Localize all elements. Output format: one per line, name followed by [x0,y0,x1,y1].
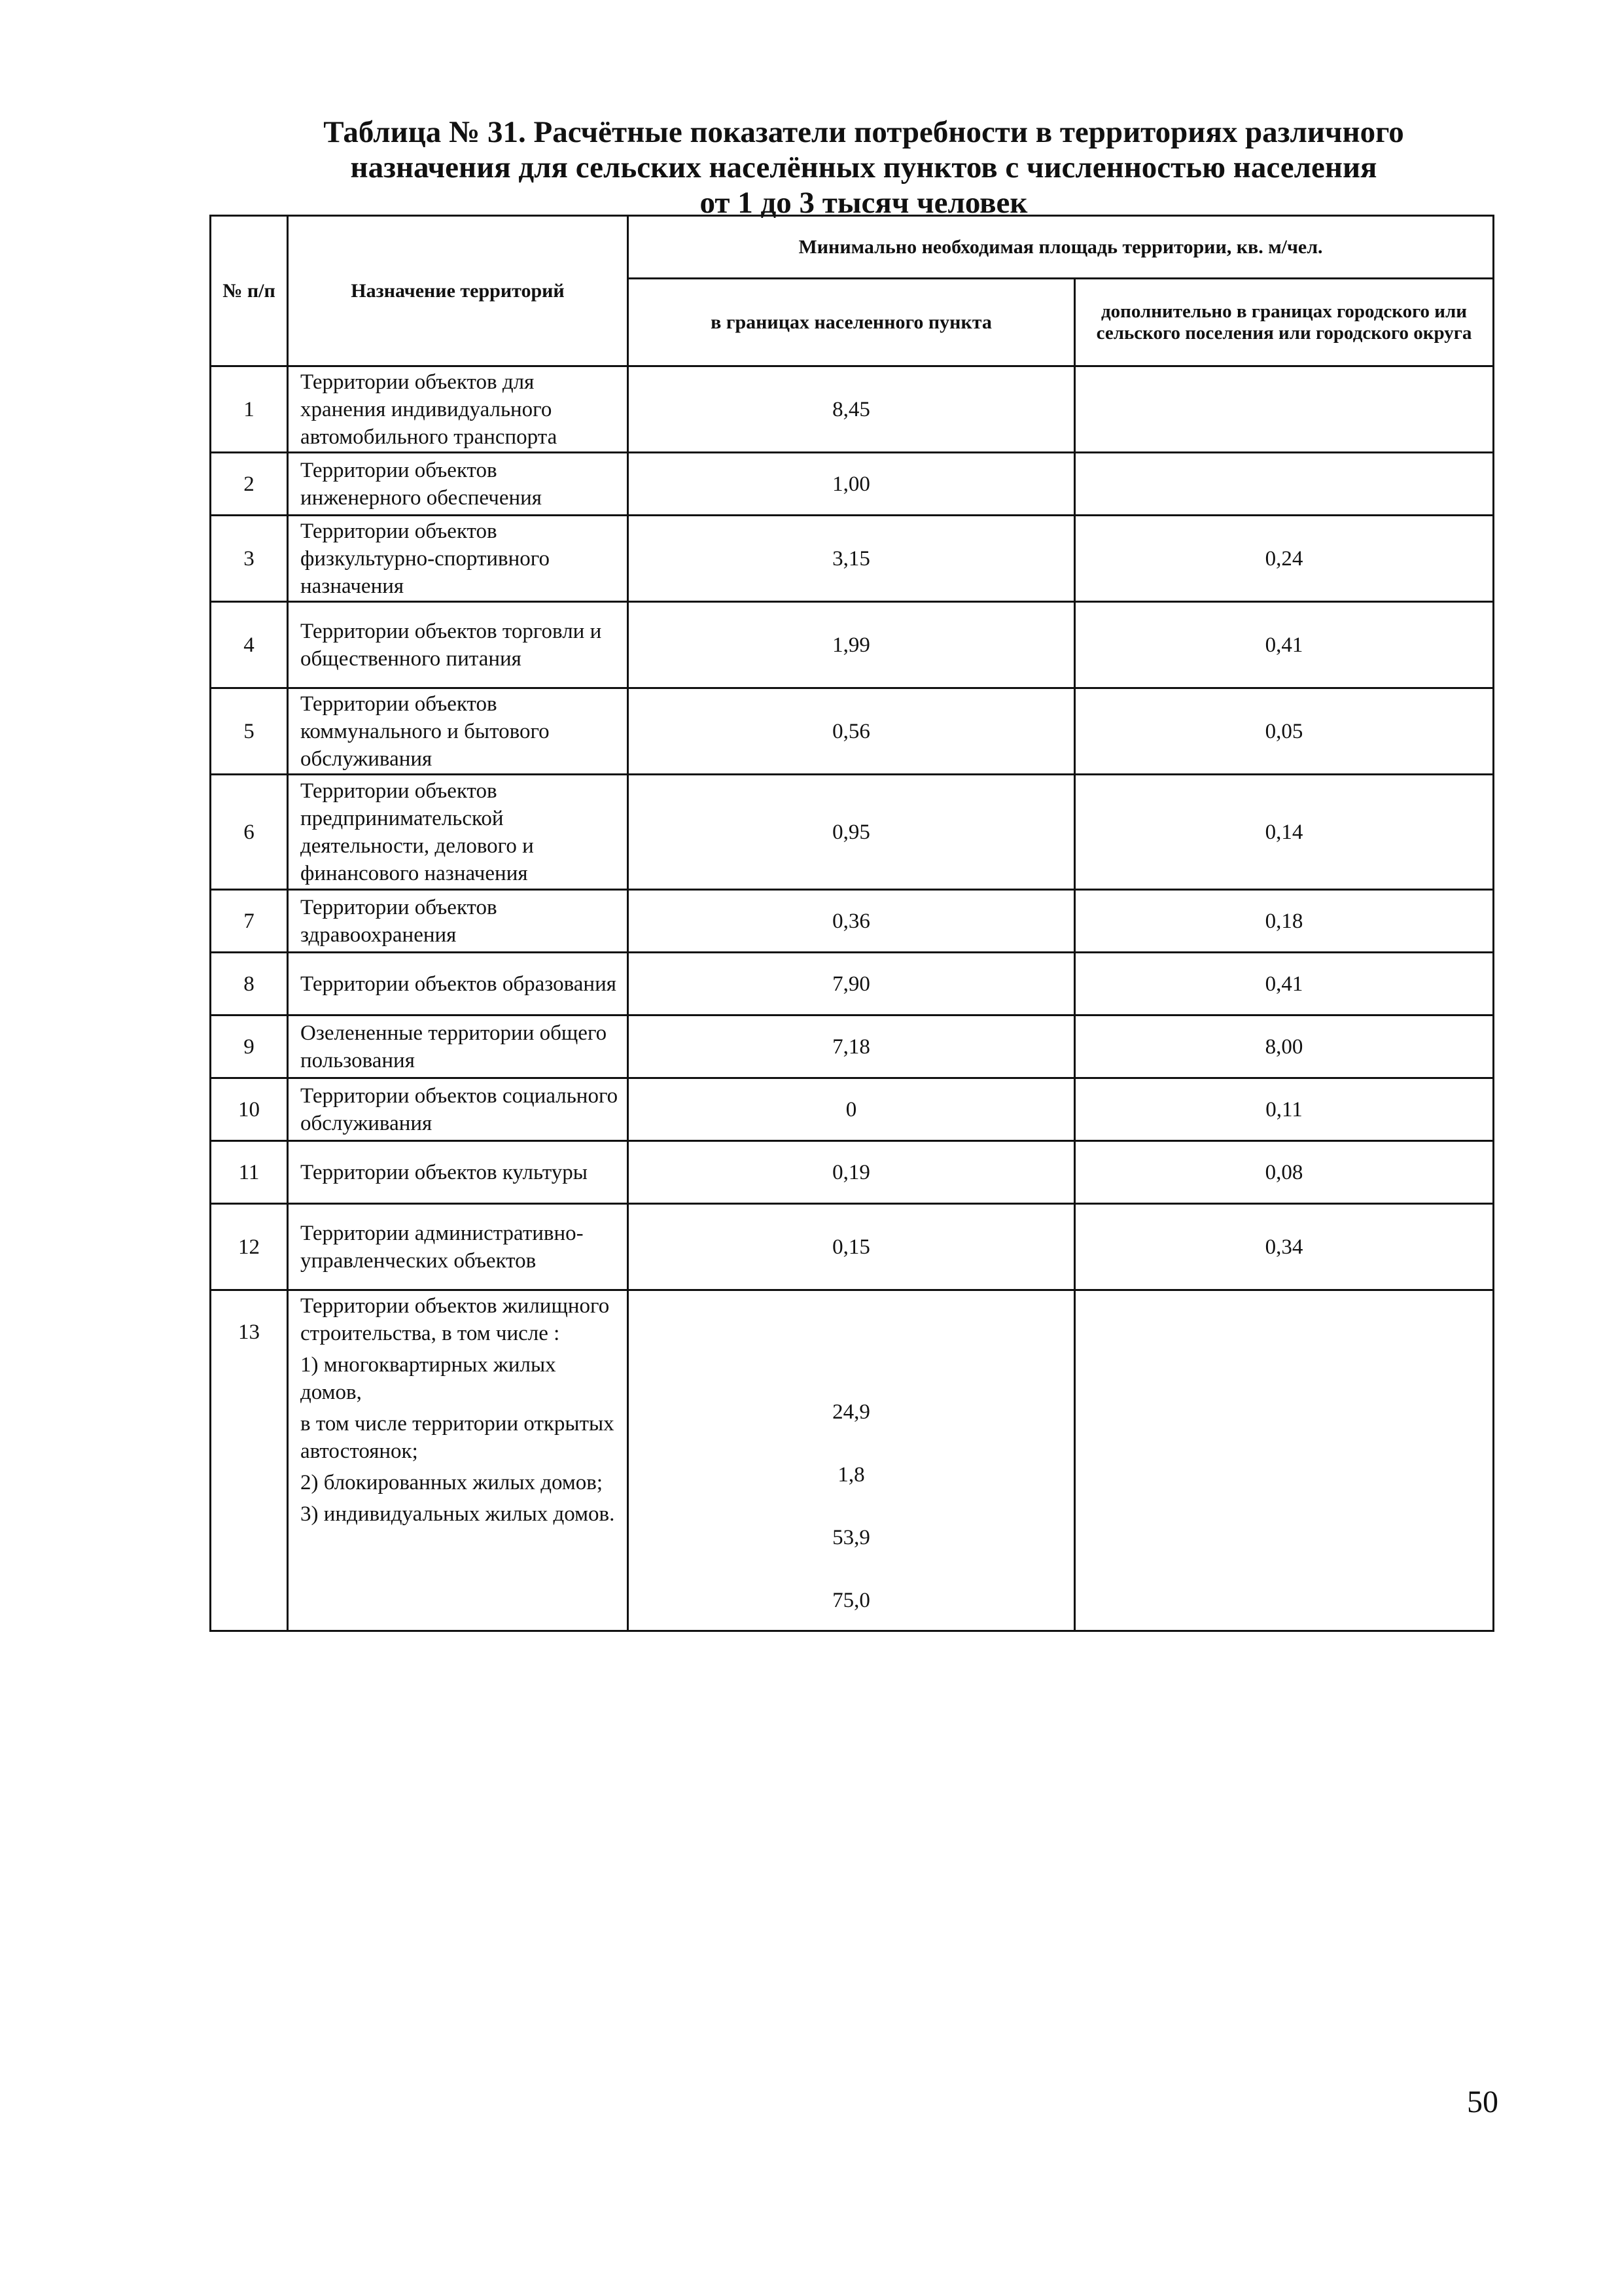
table-row [211,953,1494,1016]
header-within: в границах населенного пункта [628,279,1075,366]
row-additional: 0,14 [1075,775,1494,890]
table-row [211,688,1494,775]
sub-item-name: 3) индивидуальных жилых домов. [300,1502,615,1526]
row-within: 0,56 [628,688,1075,775]
row-num: 5 [211,688,288,775]
sub-item-name: 1) многоквартирных жилых домов, [300,1353,556,1404]
header-min-area: Минимально необходимая площадь территории, кв. м/чел. [628,216,1494,279]
row-additional: 0,41 [1075,602,1494,688]
row-num: 12 [211,1204,288,1290]
table-row [211,1204,1494,1290]
row-num: 7 [211,890,288,953]
row-num: 3 [211,516,288,602]
row-name: Территории объектов образования [288,953,628,1016]
row-name: Территории объектов для хранения индивидуального автомобильного транспорта [288,366,628,453]
page-number: 50 [1467,2085,1498,2119]
row-num: 2 [211,453,288,516]
header-additional: дополнительно в границах городского или сельского поселения или городского округа [1075,279,1494,366]
row-num: 13 [211,1290,288,1631]
table-row [211,775,1494,890]
row-num: 6 [211,775,288,890]
row-within-group [628,1290,1075,1631]
row-name: Озелененные территории общего пользования [288,1016,628,1078]
row-within: 1,00 [628,453,1075,516]
row-name: Территории административно-управленческих объектов [288,1204,628,1290]
row-additional [1075,1290,1494,1631]
header-num: № п/п [211,216,288,366]
row-num: 11 [211,1141,288,1204]
table-row [211,453,1494,516]
row-within: 0,15 [628,1204,1075,1290]
sub-item-within: 1,8 [837,1463,865,1487]
title-line-2: назначения для сельских населённых пунктов с численностью населения [350,150,1377,185]
row-name: Территории объектов предпринимательской деятельности, делового и финансового назначения [288,775,628,890]
row-name-group [288,1290,628,1631]
row-additional: 0,34 [1075,1204,1494,1290]
row-within: 0,95 [628,775,1075,890]
row-within: 7,18 [628,1016,1075,1078]
row-within: 0,36 [628,890,1075,953]
sub-item-name: в том числе территории открытых автостоянок; [300,1412,614,1463]
row-name: Территории объектов жилищного строительства, в том числе : [300,1294,610,1345]
row-additional: 0,11 [1075,1078,1494,1141]
row-additional [1075,366,1494,453]
row-within: 1,99 [628,602,1075,688]
row-within: 8,45 [628,366,1075,453]
header-purpose: Назначение территорий [288,216,628,366]
sub-item-name: 2) блокированных жилых домов; [300,1471,603,1494]
row-additional: 0,18 [1075,890,1494,953]
table-row [211,1141,1494,1204]
row-within: 3,15 [628,516,1075,602]
row-additional: 0,24 [1075,516,1494,602]
row-name: Территории объектов здравоохранения [288,890,628,953]
row-within: 7,90 [628,953,1075,1016]
title-line-1: Таблица № 31. Расчётные показатели потребности в территориях различного [323,115,1404,149]
table-row [211,602,1494,688]
row-num: 1 [211,366,288,453]
row-name: Территории объектов социального обслуживания [288,1078,628,1141]
row-within: 0 [628,1078,1075,1141]
row-num: 10 [211,1078,288,1141]
sub-item-within: 24,9 [832,1400,870,1424]
table-title [216,115,1511,221]
title-line-3: от 1 до 3 тысяч человек [699,186,1028,220]
table-row [211,366,1494,453]
row-name: Территории объектов физкультурно-спортивного назначения [288,516,628,602]
sub-item-within: 75,0 [832,1589,870,1612]
row-num: 9 [211,1016,288,1078]
row-name: Территории объектов культуры [288,1141,628,1204]
table-row [211,890,1494,953]
table-row [211,1016,1494,1078]
row-name: Территории объектов торговли и общественного питания [288,602,628,688]
row-additional: 0,05 [1075,688,1494,775]
table-row-housing [211,1290,1494,1631]
row-num: 4 [211,602,288,688]
table-row [211,1078,1494,1141]
row-num: 8 [211,953,288,1016]
row-additional: 0,41 [1075,953,1494,1016]
territory-table [209,215,1494,1632]
table-row [211,516,1494,602]
row-name: Территории объектов коммунального и бытового обслуживания [288,688,628,775]
row-within: 0,19 [628,1141,1075,1204]
row-additional: 8,00 [1075,1016,1494,1078]
row-name: Территории объектов инженерного обеспечения [288,453,628,516]
row-additional [1075,453,1494,516]
row-additional: 0,08 [1075,1141,1494,1204]
sub-item-within: 53,9 [832,1526,870,1549]
